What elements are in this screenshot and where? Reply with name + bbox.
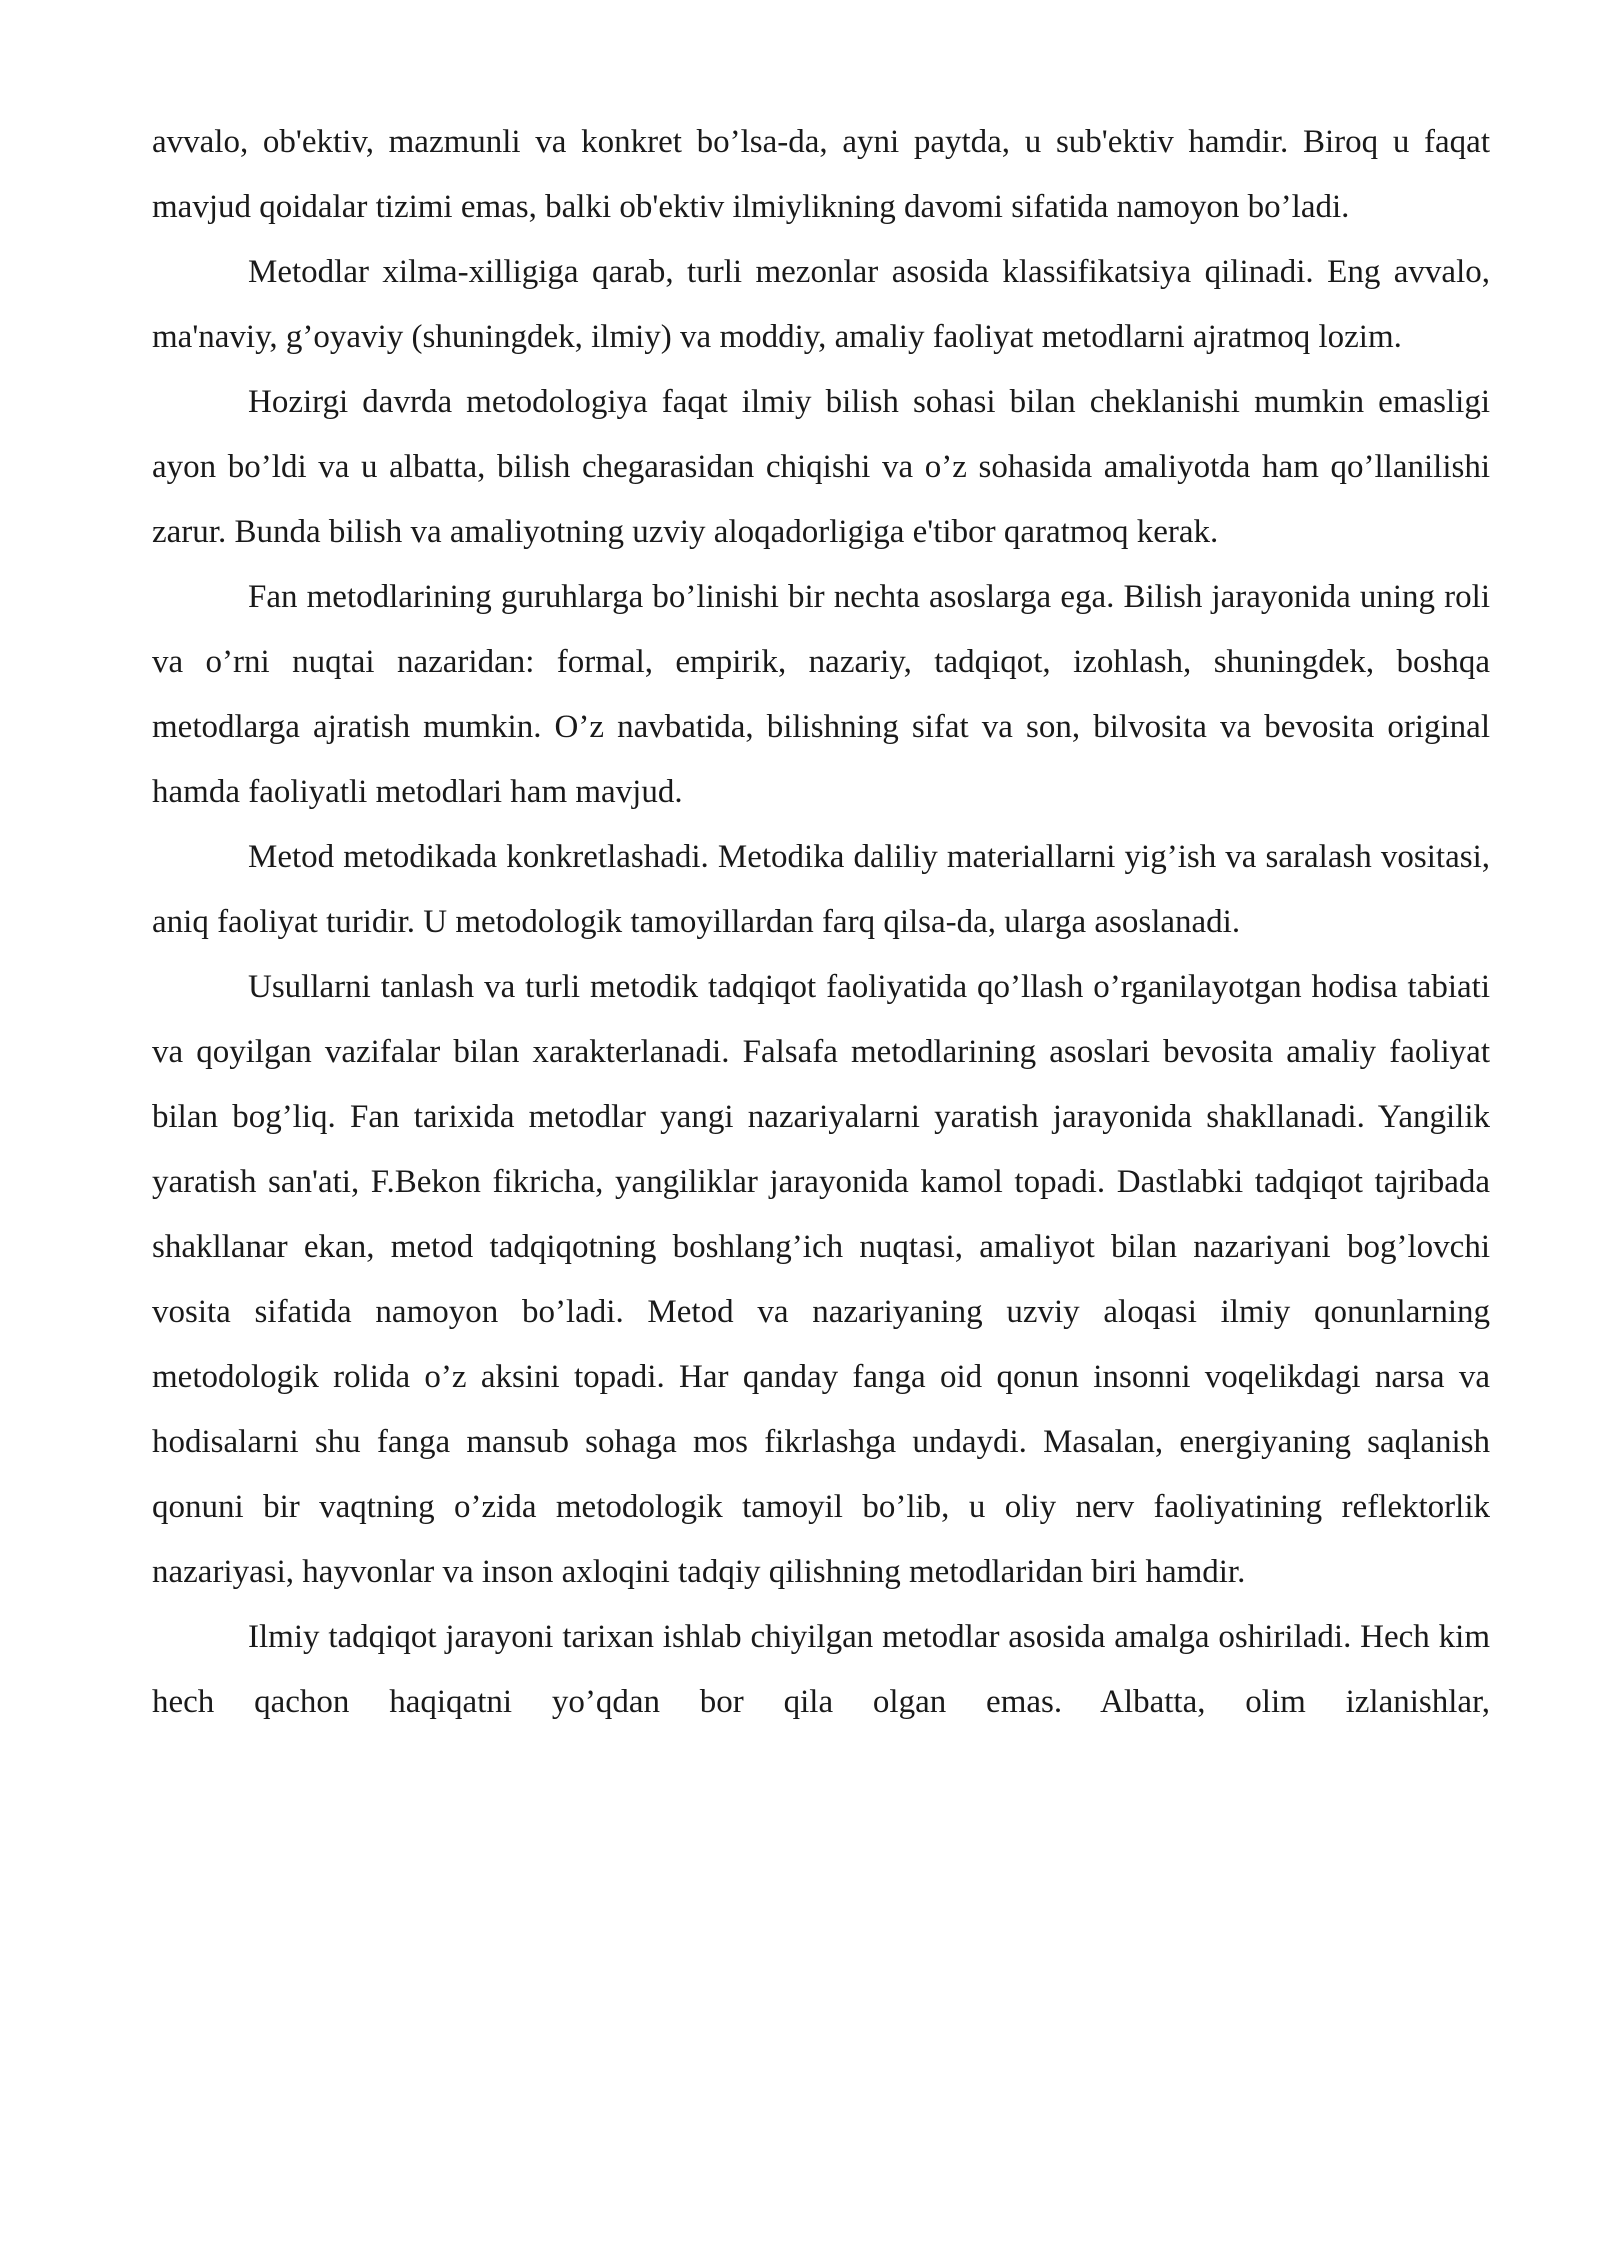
paragraph: Usullarni tanlash va turli metodik tadqiqot faoliyatida qo’llash o’rganilayotgan hodisa tabiati va qoyilgan vazifalar bilan xarakterlanadi. Falsafa metodlarining asoslari bevosita amaliy faoliyat bilan bog’liq. Fan tarixida metodlar yangi nazariyalarni yaratish jarayonida shakllanadi. Yangilik yaratish san'ati, F.Bekon fikricha, yangiliklar jarayonida kamol topadi. Dastlabki tadqiqot tajribada shakllanar ekan, metod tadqiqotning boshlang’ich nuqtasi, amaliyot bilan nazariyani bog’lovchi vosita sifatida namoyon bo’ladi. Metod va nazariyaning uzviy aloqasi ilmiy qonunlarning metodologik rolida o’z aksini topadi. Har qanday fanga oid qonun insonni voqelikdagi narsa va hodisalarni shu fanga mansub sohaga mos fikrlashga undaydi. Masalan, energiyaning saqlanish qonuni bir vaqtning o’zida metodologik tamoyil bo’lib, u oliy nerv faoliyatining reflektorlik nazariyasi, hayvonlar va inson axloqini tadqiy qilishning metodlaridan biri hamdir. <box>152 969 1490 1590</box>
paragraph: Hozirgi davrda metodologiya faqat ilmiy bilish sohasi bilan cheklanishi mumkin emasligi ayon bo’ldi va u albatta, bilish chegarasidan chiqishi va o’z sohasida amaliyotda ham qo’llanilishi zarur. Bunda bilish va amaliyotning uzviy aloqadorligiga e'tibor qaratmoq kerak. <box>152 384 1490 550</box>
paragraph: Ilmiy tadqiqot jarayoni tarixan ishlab chiyilgan metodlar asosida amalga oshiriladi. Hech kim hech qachon haqiqatni yo’qdan bor qila olgan emas. Albatta, olim izlanishlar, <box>152 1619 1490 1720</box>
paragraph: avvalo, ob'ektiv, mazmunli va konkret bo’lsa-da, ayni paytda, u sub'ektiv hamdir. Biroq u faqat mavjud qoidalar tizimi emas, balki ob'ektiv ilmiylikning davomi sifatida namoyon bo’ladi. <box>152 124 1490 225</box>
paragraph: Metod metodikada konkretlashadi. Metodika daliliy materiallarni yig’ish va saralash vositasi, aniq faoliyat turidir. U metodologik tamoyillardan farq qilsa-da, ularga asoslanadi. <box>152 839 1490 940</box>
body-text <box>152 110 1490 1735</box>
paragraph: Fan metodlarining guruhlarga bo’linishi bir nechta asoslarga ega. Bilish jarayonida uning roli va o’rni nuqtai nazaridan: formal, empirik, nazariy, tadqiqot, izohlash, shuningdek, boshqa metodlarga ajratish mumkin. O’z navbatida, bilishning sifat va son, bilvosita va bevosita original hamda faoliyatli metodlari ham mavjud. <box>152 579 1490 810</box>
paragraph: Metodlar xilma-xilligiga qarab, turli mezonlar asosida klassifikatsiya qilinadi. Eng avvalo, ma'naviy, g’oyaviy (shuningdek, ilmiy) va moddiy, amaliy faoliyat metodlarni ajratmoq lozim. <box>152 254 1490 355</box>
